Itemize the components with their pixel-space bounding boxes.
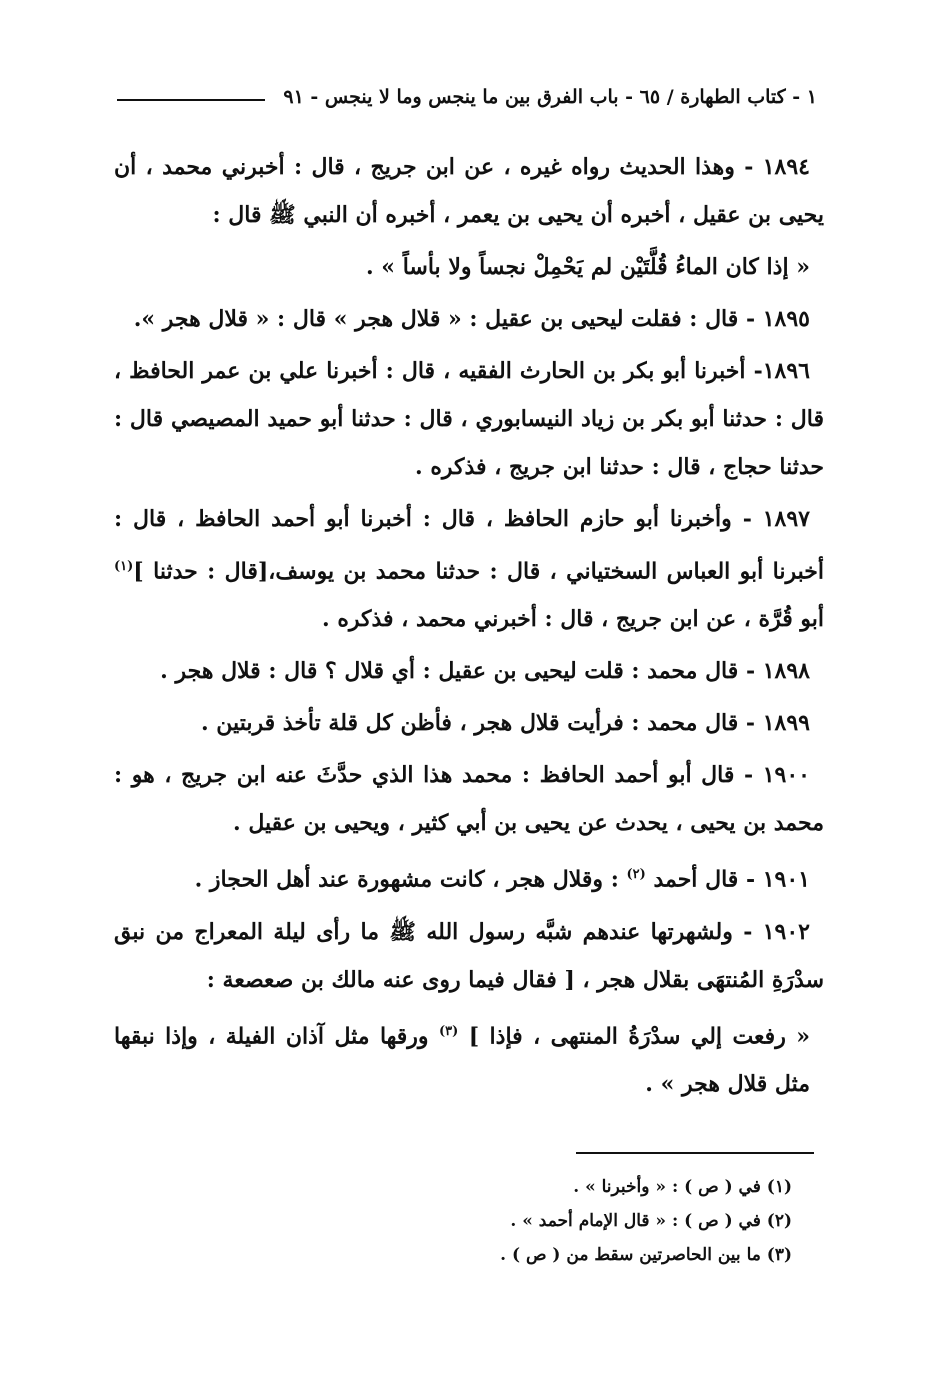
footnote-2: (٢) في ( ص ) : « قال الإمام أحمد » . xyxy=(510,1211,792,1231)
footnote-1: (١) في ( ص ) : « وأخبرنا » . xyxy=(573,1177,792,1197)
footnote-3: (٣) ما بين الحاصرتين سقط من ( ص ) . xyxy=(500,1245,792,1265)
paragraph-1901 xyxy=(114,851,824,903)
paragraph-1896: ١٨٩٦- أخبرنا أبو بكر بن الحارث الفقيه ، قال : أخبرنا علي بن عمر الحافظ ، قال : حدثنا أبو بكر بن زياد النيسابوري ، قال : حدثنا أبو حميد المصيصي قال : حدثنا حجاج ، قال : حدثنا ابن جريج ، فذكره . xyxy=(114,358,824,480)
footnotes xyxy=(292,1170,792,1272)
paragraph-1901-part-a: ١٩٠١ - قال أحمد xyxy=(645,866,810,893)
paragraph-1901-part-b: : وقلال هجر ، كانت مشهورة عند أهل الحجاز . xyxy=(194,866,627,893)
paragraph-1899: ١٨٩٩ - قال محمد : فرأيت قلال هجر ، فأظن كل قلة تأخذ قربتين . xyxy=(200,710,810,737)
footnotes-rule xyxy=(576,1152,814,1154)
paragraph-1894: ١٨٩٤ - وهذا الحديث رواه غيره ، عن ابن جريج ، قال : أخبرني محمد ، أن يحيى بن عقيل ، أخبره أن يحيى بن يعمر ، أخبره أن النبي ﷺ قال : xyxy=(114,154,824,228)
hadith-quote-1894: « إذا كان الماءُ قُلَّتَيْن لم يَحْمِلْ نجساً ولا بأساً » . xyxy=(365,254,810,280)
paragraph-1898: ١٨٩٨ - قال محمد : قلت ليحيى بن عقيل : أي قلال ؟ قال : قلال هجر . xyxy=(160,658,810,685)
main-text xyxy=(114,143,824,1112)
paragraph-1897-part-b: أبو قُرَّة ، عن ابن جريج ، قال : أخبرني محمد ، فذكره . xyxy=(322,606,824,633)
header-rule xyxy=(117,99,265,101)
footnote-ref-3: (٣) xyxy=(438,1023,459,1039)
hadith-quote-1902-part-b: ورقها مثل آذان الفيلة ، وإذا نبقها مثل قلال هجر » . xyxy=(114,1022,810,1097)
footnote-ref-2: (٢) xyxy=(626,867,646,883)
hadith-quote-1902-part-a: « رفعت إلي سدْرَةُ المنتهى ، فإذا ] xyxy=(458,1022,810,1049)
paragraph-1900: ١٩٠٠ - قال أبو أحمد الحافظ : محمد هذا الذي حدَّثَ عنه ابن جريج ، هو : محمد بن يحيى ، يحدث عن يحيى بن أبي كثير ، ويحيى بن عقيل . xyxy=(114,762,824,837)
running-header xyxy=(117,86,817,108)
paragraph-1897-part-a: ١٨٩٧ - وأخبرنا أبو حازم الحافظ ، قال : أخبرنا أبو أحمد الحافظ ، قال : أخبرنا أبو العباس السختياني ، قال : حدثنا محمد بن يوسف،[قال : حدثنا ] xyxy=(114,506,824,585)
footnote-ref-1: (١) xyxy=(114,559,134,574)
running-title: ١ - كتاب الطهارة / ٦٥ - باب الفرق بين ما ينجس وما لا ينجس - ٩١ xyxy=(283,86,817,108)
paragraph-1897 xyxy=(114,495,824,643)
paragraph-1895: ١٨٩٥ - قال : فقلت ليحيى بن عقيل : « قلال هجر » قال : « قلال هجر ». xyxy=(133,306,810,332)
hadith-quote-1902 xyxy=(114,1008,824,1108)
paragraph-1902: ١٩٠٢ - ولشهرتها عندهم شبَّه رسول الله ﷺ ما رأى ليلة المعراج من نبق سدْرَةِ المُنتهَى بقلال هجر ، [ فقال فيما روى عنه مالك بن صعصعة : xyxy=(114,918,824,993)
